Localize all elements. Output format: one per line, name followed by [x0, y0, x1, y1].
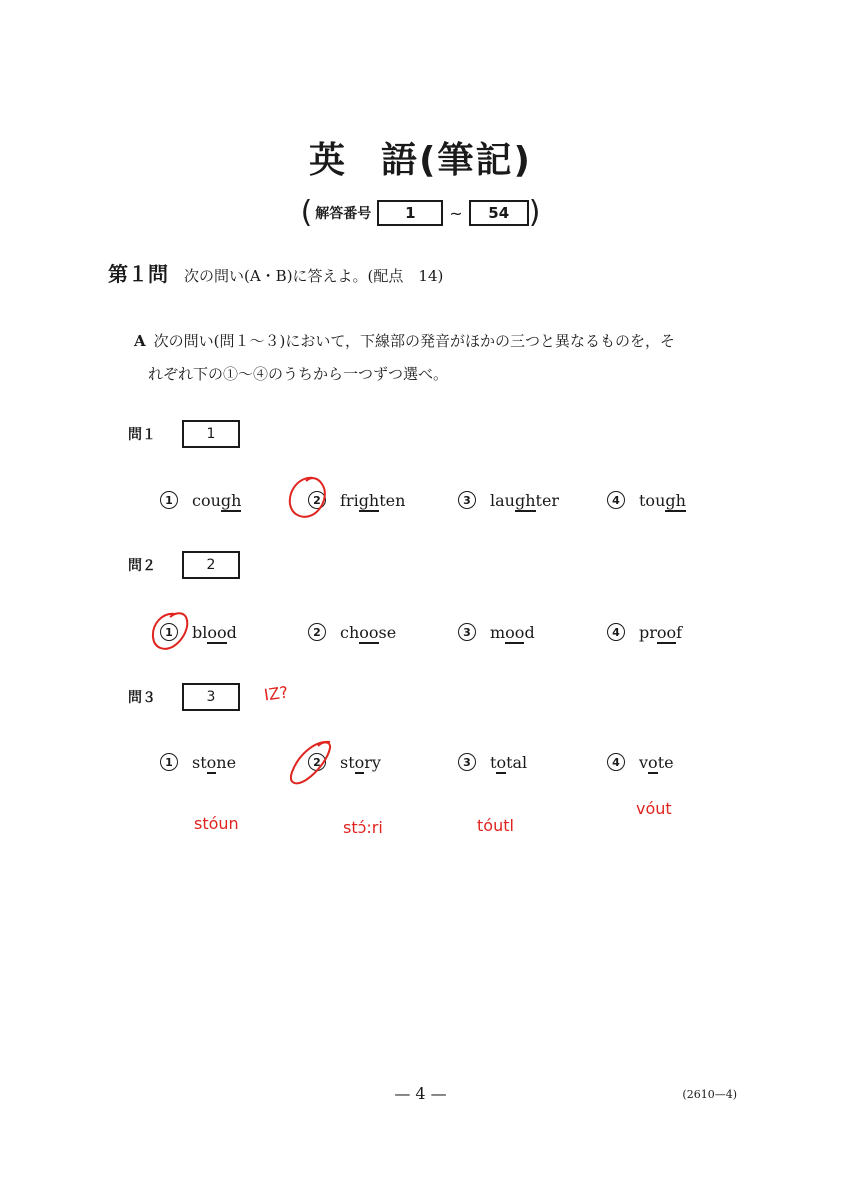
option-number: 1 — [160, 623, 178, 641]
open-paren: ( — [300, 195, 313, 230]
question-title: 第１問 — [108, 262, 168, 286]
option-number: 3 — [458, 491, 476, 509]
option — [607, 485, 686, 515]
answer-box: 1 — [182, 420, 240, 448]
answer-box: 3 — [182, 683, 240, 711]
option-number: 2 — [308, 491, 326, 509]
underlined-part: oo — [505, 622, 525, 642]
item-3-header — [128, 683, 240, 711]
option-word: laughter — [490, 490, 560, 510]
option — [308, 747, 381, 777]
option — [607, 747, 674, 777]
option — [160, 747, 236, 777]
answer-range — [0, 196, 841, 230]
option — [607, 617, 682, 647]
answer-range-label: 解答番号 — [315, 206, 372, 222]
option-word: proof — [639, 622, 683, 642]
option-number: 3 — [458, 753, 476, 771]
underlined-part: o — [648, 752, 658, 772]
option-number: 2 — [308, 753, 326, 771]
option-word: mood — [490, 622, 535, 642]
option-word: cough — [192, 490, 242, 510]
item-1-header — [128, 420, 240, 448]
underlined-part: oo — [656, 622, 677, 642]
section-a-line1: 次の問い(問１～３)において，下線部の発音がほかの三つと異なるものを，そ — [153, 332, 676, 350]
pronunciation-note: stɔ́:ri — [343, 818, 383, 837]
underlined-part: gh — [358, 490, 380, 510]
option-word: choose — [340, 622, 397, 642]
question-instruction: 次の問い(A・B)に答えよ。(配点 14) — [184, 267, 444, 285]
option-word: blood — [192, 622, 237, 642]
option-word: story — [340, 752, 381, 772]
option-number: 1 — [160, 491, 178, 509]
option-word: frighten — [340, 490, 406, 510]
item-label: 問２ — [128, 558, 156, 574]
underlined-part: o — [496, 752, 507, 772]
answer-range-start: 1 — [377, 200, 443, 226]
underlined-part: gh — [665, 490, 686, 510]
section-a-instruction — [134, 325, 754, 391]
pronunciation-note: stóun — [194, 814, 239, 833]
underlined-part: oo — [359, 622, 379, 642]
option-number: 4 — [607, 623, 625, 641]
option-word: total — [490, 752, 528, 772]
question-header — [108, 258, 443, 287]
page-title — [0, 132, 841, 183]
option-word: stone — [192, 752, 237, 772]
option-number: 2 — [308, 623, 326, 641]
option-word: vote — [639, 752, 674, 772]
pronunciation-note: vóut — [636, 799, 672, 818]
underlined-part: gh — [514, 490, 536, 510]
underlined-part: gh — [220, 490, 242, 510]
option — [458, 747, 527, 777]
option-number: 4 — [607, 491, 625, 509]
option — [308, 617, 396, 647]
option-word: tough — [639, 490, 686, 510]
option — [160, 617, 237, 647]
option — [308, 485, 405, 515]
answer-range-end: 54 — [469, 200, 529, 226]
option — [458, 617, 535, 647]
option-number: 3 — [458, 623, 476, 641]
title-part2: 語(筆記) — [381, 140, 532, 181]
option — [160, 485, 241, 515]
option-number: 4 — [607, 753, 625, 771]
answer-range-tilde: ~ — [449, 203, 463, 223]
underlined-part: o — [354, 752, 365, 772]
option-number: 1 — [160, 753, 178, 771]
option — [458, 485, 559, 515]
title-part1: 英 — [309, 140, 348, 181]
page-number: — 4 — — [394, 1084, 447, 1103]
answer-box: 2 — [182, 551, 240, 579]
underlined-part: o — [206, 752, 217, 772]
item-label: 問３ — [128, 690, 156, 706]
pronunciation-note: tóutl — [477, 816, 514, 835]
item-label: 問１ — [128, 427, 156, 443]
close-paren: ) — [528, 195, 541, 230]
exam-code: (2610—4) — [682, 1088, 737, 1101]
section-a-line2: れぞれ下の①～④のうちから一つずつ選べ。 — [148, 365, 449, 383]
handwritten-note: IZ? — [262, 682, 290, 705]
item-2-header — [128, 551, 240, 579]
section-a-lead: A — [134, 332, 146, 350]
underlined-part: oo — [207, 622, 227, 642]
